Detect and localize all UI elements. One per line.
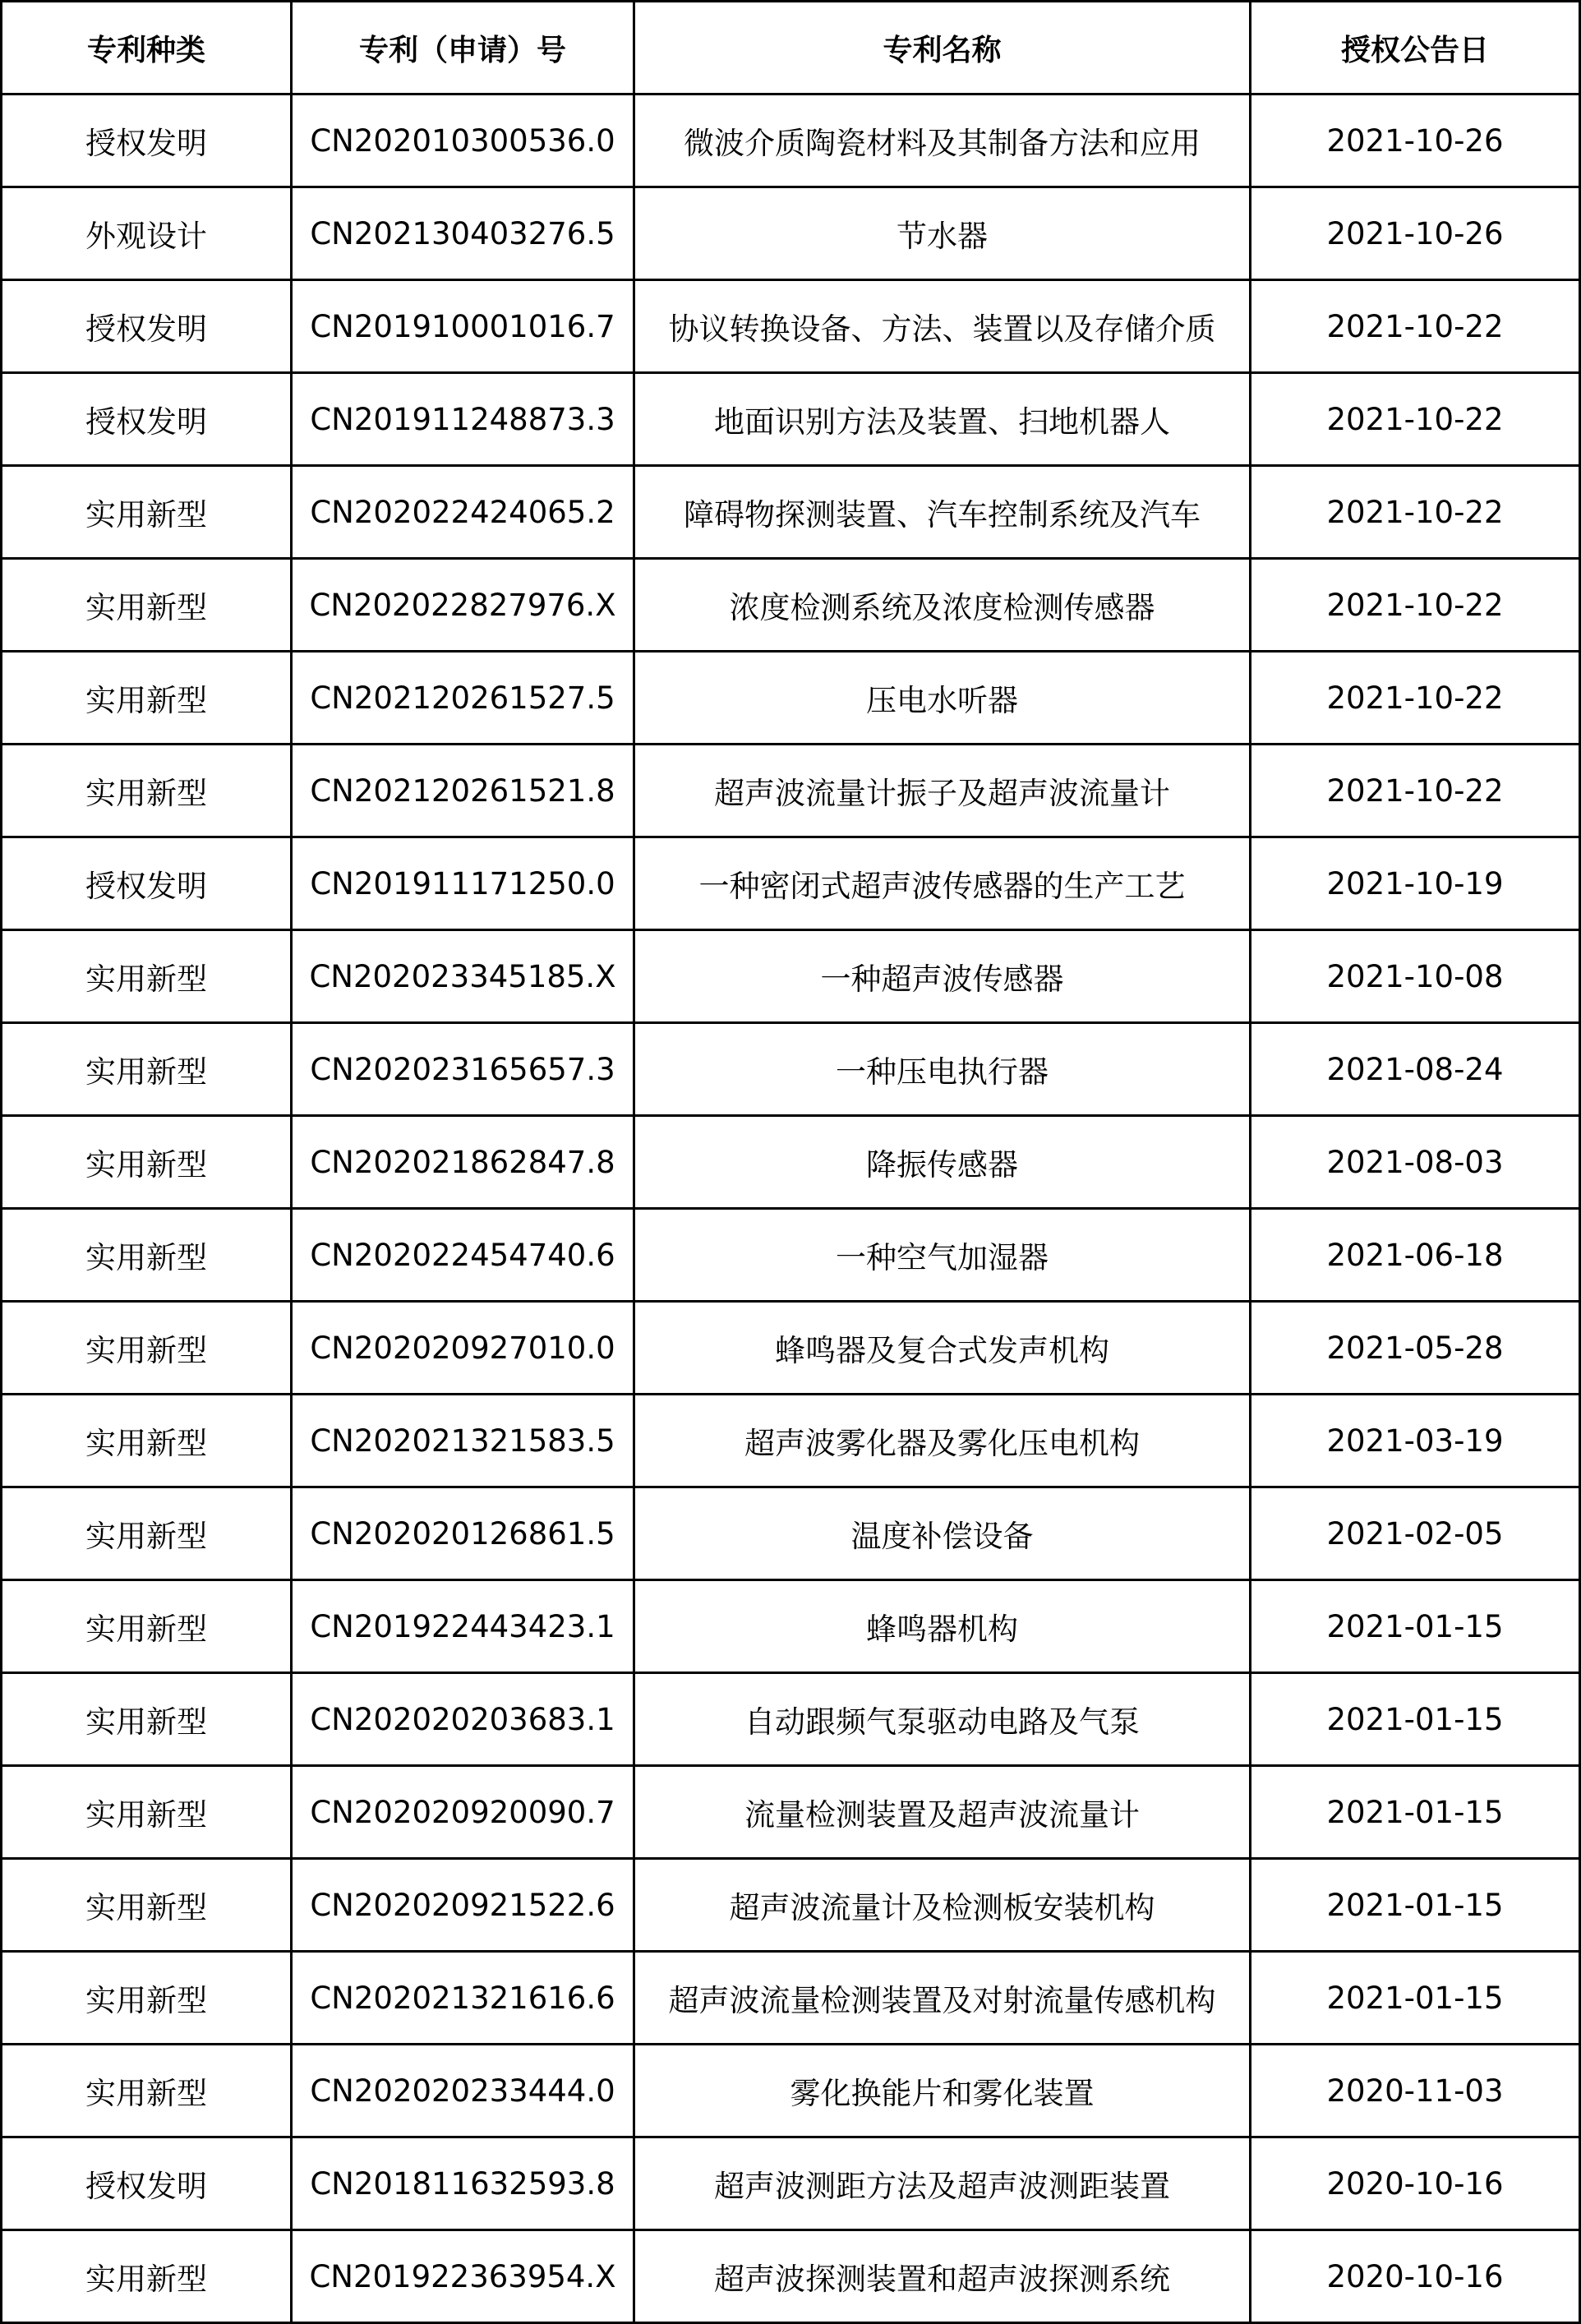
header-patent-name: 专利名称 [634, 2, 1251, 95]
table-header [2, 2, 1580, 95]
cell-patent-number: CN202020126861.5 [292, 1487, 634, 1580]
table-row [2, 1952, 1580, 2045]
table-body [2, 95, 1580, 2323]
cell-patent-name: 协议转换设备、方法、装置以及存储介质 [634, 280, 1251, 373]
cell-patent-number: CN202020233444.0 [292, 2045, 634, 2137]
cell-patent-number: CN202021862847.8 [292, 1116, 634, 1209]
cell-patent-name: 温度补偿设备 [634, 1487, 1251, 1580]
cell-patent-number: CN202130403276.5 [292, 187, 634, 280]
cell-grant-date: 2021-10-26 [1251, 95, 1580, 187]
cell-patent-type: 实用新型 [2, 652, 292, 745]
cell-grant-date: 2021-10-22 [1251, 652, 1580, 745]
table-row [2, 652, 1580, 745]
cell-patent-name: 一种空气加湿器 [634, 1209, 1251, 1302]
cell-grant-date: 2021-10-22 [1251, 466, 1580, 559]
cell-grant-date: 2021-03-19 [1251, 1395, 1580, 1487]
cell-grant-date: 2021-10-22 [1251, 280, 1580, 373]
cell-grant-date: 2021-01-15 [1251, 1859, 1580, 1952]
cell-patent-name: 节水器 [634, 187, 1251, 280]
cell-patent-type: 实用新型 [2, 2045, 292, 2137]
cell-patent-name: 浓度检测系统及浓度检测传感器 [634, 559, 1251, 652]
table-row [2, 187, 1580, 280]
cell-patent-number: CN202020927010.0 [292, 1302, 634, 1395]
cell-patent-number: CN202020920090.7 [292, 1766, 634, 1859]
cell-patent-number: CN201910001016.7 [292, 280, 634, 373]
cell-grant-date: 2021-08-24 [1251, 1023, 1580, 1116]
table-row [2, 745, 1580, 837]
cell-patent-name: 一种密闭式超声波传感器的生产工艺 [634, 837, 1251, 930]
cell-patent-name: 降振传感器 [634, 1116, 1251, 1209]
cell-patent-number: CN201911171250.0 [292, 837, 634, 930]
cell-patent-type: 实用新型 [2, 466, 292, 559]
table-row [2, 1766, 1580, 1859]
cell-patent-type: 实用新型 [2, 930, 292, 1023]
cell-grant-date: 2021-10-26 [1251, 187, 1580, 280]
cell-patent-type: 实用新型 [2, 1209, 292, 1302]
table-row [2, 559, 1580, 652]
table-row [2, 1023, 1580, 1116]
cell-patent-number: CN202120261521.8 [292, 745, 634, 837]
cell-patent-number: CN202023345185.X [292, 930, 634, 1023]
table-row [2, 466, 1580, 559]
cell-grant-date: 2021-10-22 [1251, 745, 1580, 837]
table-row [2, 2045, 1580, 2137]
cell-patent-name: 超声波流量计及检测板安装机构 [634, 1859, 1251, 1952]
cell-patent-name: 一种超声波传感器 [634, 930, 1251, 1023]
table-row [2, 1859, 1580, 1952]
table-row [2, 2137, 1580, 2230]
cell-patent-number: CN202020203683.1 [292, 1673, 634, 1766]
cell-grant-date: 2021-08-03 [1251, 1116, 1580, 1209]
cell-patent-number: CN202020921522.6 [292, 1859, 634, 1952]
cell-grant-date: 2021-10-19 [1251, 837, 1580, 930]
header-patent-type: 专利种类 [2, 2, 292, 95]
cell-grant-date: 2021-01-15 [1251, 1580, 1580, 1673]
cell-patent-type: 实用新型 [2, 1395, 292, 1487]
table-row [2, 1673, 1580, 1766]
cell-patent-type: 外观设计 [2, 187, 292, 280]
cell-patent-type: 实用新型 [2, 1302, 292, 1395]
cell-patent-type: 实用新型 [2, 1766, 292, 1859]
cell-patent-name: 超声波测距方法及超声波测距装置 [634, 2137, 1251, 2230]
cell-grant-date: 2020-11-03 [1251, 2045, 1580, 2137]
cell-grant-date: 2021-02-05 [1251, 1487, 1580, 1580]
cell-patent-number: CN202021321583.5 [292, 1395, 634, 1487]
cell-grant-date: 2021-01-15 [1251, 1766, 1580, 1859]
cell-patent-type: 授权发明 [2, 837, 292, 930]
cell-patent-name: 蜂鸣器及复合式发声机构 [634, 1302, 1251, 1395]
cell-patent-number: CN201922363954.X [292, 2230, 634, 2323]
cell-patent-name: 压电水听器 [634, 652, 1251, 745]
cell-grant-date: 2021-06-18 [1251, 1209, 1580, 1302]
table-row [2, 373, 1580, 466]
cell-grant-date: 2021-01-15 [1251, 1952, 1580, 2045]
cell-patent-name: 地面识别方法及装置、扫地机器人 [634, 373, 1251, 466]
cell-grant-date: 2021-05-28 [1251, 1302, 1580, 1395]
cell-grant-date: 2020-10-16 [1251, 2230, 1580, 2323]
cell-patent-type: 实用新型 [2, 1673, 292, 1766]
cell-patent-type: 实用新型 [2, 1023, 292, 1116]
table-row [2, 1209, 1580, 1302]
table-row [2, 1302, 1580, 1395]
table-row [2, 837, 1580, 930]
cell-patent-number: CN202022454740.6 [292, 1209, 634, 1302]
cell-patent-type: 实用新型 [2, 1952, 292, 2045]
table-row [2, 2230, 1580, 2323]
cell-patent-type: 授权发明 [2, 95, 292, 187]
cell-grant-date: 2021-10-22 [1251, 559, 1580, 652]
cell-patent-number: CN202120261527.5 [292, 652, 634, 745]
cell-patent-number: CN202022424065.2 [292, 466, 634, 559]
cell-patent-type: 实用新型 [2, 1116, 292, 1209]
table-row [2, 930, 1580, 1023]
cell-patent-name: 超声波雾化器及雾化压电机构 [634, 1395, 1251, 1487]
cell-patent-type: 授权发明 [2, 373, 292, 466]
cell-patent-type: 实用新型 [2, 1580, 292, 1673]
cell-patent-type: 授权发明 [2, 280, 292, 373]
cell-patent-name: 超声波流量检测装置及对射流量传感机构 [634, 1952, 1251, 2045]
cell-patent-type: 实用新型 [2, 2230, 292, 2323]
cell-patent-number: CN202023165657.3 [292, 1023, 634, 1116]
cell-grant-date: 2021-10-08 [1251, 930, 1580, 1023]
cell-patent-number: CN202022827976.X [292, 559, 634, 652]
cell-patent-name: 超声波流量计振子及超声波流量计 [634, 745, 1251, 837]
cell-patent-name: 流量检测装置及超声波流量计 [634, 1766, 1251, 1859]
cell-patent-number: CN201911248873.3 [292, 373, 634, 466]
header-row [2, 2, 1580, 95]
cell-patent-number: CN201811632593.8 [292, 2137, 634, 2230]
cell-patent-number: CN202021321616.6 [292, 1952, 634, 2045]
header-patent-number: 专利（申请）号 [292, 2, 634, 95]
cell-grant-date: 2021-10-22 [1251, 373, 1580, 466]
table-row [2, 1580, 1580, 1673]
cell-patent-number: CN201922443423.1 [292, 1580, 634, 1673]
header-grant-date: 授权公告日 [1251, 2, 1580, 95]
cell-grant-date: 2021-01-15 [1251, 1673, 1580, 1766]
cell-patent-type: 授权发明 [2, 2137, 292, 2230]
cell-patent-name: 雾化换能片和雾化装置 [634, 2045, 1251, 2137]
cell-patent-name: 障碍物探测装置、汽车控制系统及汽车 [634, 466, 1251, 559]
table-row [2, 280, 1580, 373]
cell-patent-type: 实用新型 [2, 1859, 292, 1952]
cell-patent-type: 实用新型 [2, 1487, 292, 1580]
cell-patent-number: CN202010300536.0 [292, 95, 634, 187]
cell-patent-name: 一种压电执行器 [634, 1023, 1251, 1116]
cell-patent-type: 实用新型 [2, 745, 292, 837]
cell-patent-name: 自动跟频气泵驱动电路及气泵 [634, 1673, 1251, 1766]
cell-grant-date: 2020-10-16 [1251, 2137, 1580, 2230]
table-row [2, 1395, 1580, 1487]
cell-patent-name: 蜂鸣器机构 [634, 1580, 1251, 1673]
table-row [2, 1116, 1580, 1209]
cell-patent-name: 微波介质陶瓷材料及其制备方法和应用 [634, 95, 1251, 187]
table-row [2, 95, 1580, 187]
table-row [2, 1487, 1580, 1580]
cell-patent-name: 超声波探测装置和超声波探测系统 [634, 2230, 1251, 2323]
cell-patent-type: 实用新型 [2, 559, 292, 652]
